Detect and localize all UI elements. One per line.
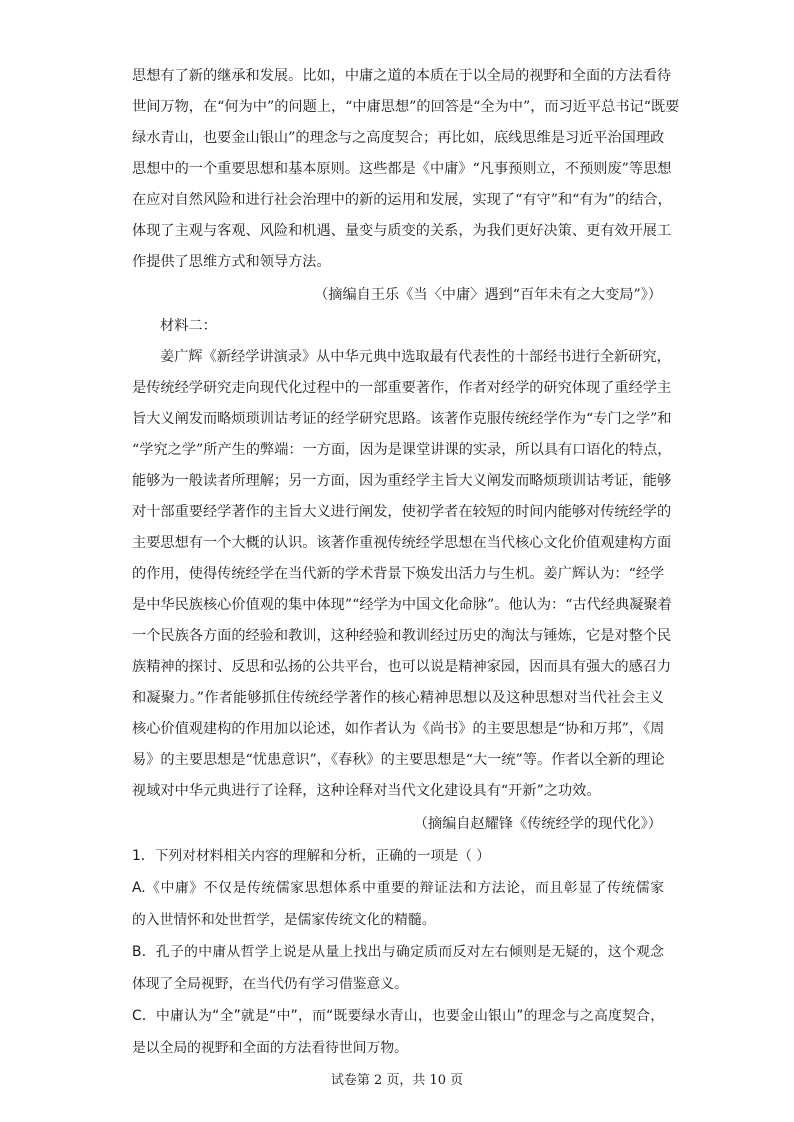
paragraph-line: 旨大义阐发而略烦琐训诂考证的经学研究思路。该著作克服传统经学作为“专门之学”和: [132, 411, 672, 427]
paragraph-line: 对十部重要经学著作的主旨大义进行阐发，使初学者在较短的时间内能够对传统经学的: [132, 504, 672, 520]
paragraph-line: 能够为一般读者所理解；另一方面，因为重经学主旨大义阐发而略烦琐训诂考证，能够: [132, 473, 672, 489]
page-footer: 试卷第 2 页，共 10 页: [330, 1073, 464, 1088]
question-stem: 1．下列对材料相关内容的理解和分析，正确的一项是（ ）: [132, 848, 491, 864]
paragraph-line: 一个民族各方面的经验和教训，这种经验和教训经过历史的淘汰与锤炼，它是对整个民: [132, 628, 672, 644]
option-b-line: B．孔子的中庸从哲学上说是从量上找出与确定质而反对左右倾则是无疑的，这个观念: [132, 944, 664, 960]
paragraph-line: 体现了主观与客观、风险和机遇、量变与质变的关系，为我们更好决策、更有效开展工: [132, 223, 672, 239]
paragraph-line: 世间万物，在“何为中”的问题上，“中庸思想”的回答是“全为中”，而习近平总书记“既要: [132, 99, 680, 115]
paragraph-line: 绿水青山，也要金山银山”的理念与之高度契合；再比如，底线思维是习近平治国理政: [132, 130, 665, 146]
option-a-line: A.《中庸》不仅是传统儒家思想体系中重要的辩证法和方法论，而且彰显了传统儒家: [132, 880, 664, 896]
option-c-line: 是以全局的视野和全面的方法看待世间万物。: [132, 1040, 408, 1056]
paragraph-line: 的作用，使得传统经学在当代新的学术背景下焕发出活力与生机。姜广辉认为：“经学: [132, 566, 665, 582]
option-c-line: C．中庸认为“全”就是“中”，而“既要绿水青山，也要金山银山”的理念与之高度契合，: [132, 1008, 664, 1024]
paragraph-line: 和凝聚力。”作者能够抓住传统经学著作的核心精神思想以及这种思想对当代社会主义: [132, 690, 664, 706]
paragraph-line: 核心价值观建构的作用加以论述，如作者认为《尚书》的主要思想是“协和万邦”，《周: [132, 721, 665, 737]
source-citation-two: （摘编自赵耀锋《传统经学的现代化》）: [413, 816, 662, 832]
paragraph-line: 主要思想有一个大概的认识。该著作重视传统经学思想在当代核心文化价值观建构方面: [132, 535, 672, 551]
paragraph-line: 易》的主要思想是“忧患意识”，《春秋》的主要思想是“大一统”等。作者以全新的理论: [132, 752, 665, 768]
option-b-line: 体现了全局视野，在当代仍有学习借鉴意义。: [132, 976, 408, 992]
paragraph-line: 是传统经学研究走向现代化过程中的一部重要著作，作者对经学的研究体现了重经学主: [132, 380, 672, 396]
option-a-line: 的入世情怀和处世哲学，是儒家传统文化的精髓。: [132, 912, 436, 928]
paragraph-line: 视域对中华元典进行了诠释，这种诠释对当代文化建设具有“开新”之功效。: [132, 783, 601, 799]
paragraph-line: 作提供了思维方式和领导方法。: [132, 254, 331, 270]
paragraph-line: 思想有了新的继承和发展。比如，中庸之道的本质在于以全局的视野和全面的方法看待: [132, 68, 672, 84]
source-citation-one: （摘编自王乐《当〈中庸〉遇到“百年未有之大变局”》）: [314, 287, 662, 303]
material-two-heading: 材料二：: [160, 318, 217, 334]
paragraph-line: “学究之学”所产生的弊端：一方面，因为是课堂讲课的实录，所以具有口语化的特点，: [132, 442, 672, 458]
paragraph-line: 在应对自然风险和进行社会治理中的新的运用和发展，实现了“有守”和“有为”的结合，: [132, 192, 672, 208]
paragraph-line: 族精神的探讨、反思和弘扬的公共平台，也可以说是精神家园，因而具有强大的感召力: [132, 659, 672, 675]
paragraph-line: 是中华民族核心价值观的集中体现”“经学为中国文化命脉”。他认为：“古代经典凝聚着: [132, 597, 672, 613]
paragraph-line: 思想中的一个重要思想和基本原则。这些都是《中庸》“凡事预则立，不预则废”等思想: [132, 161, 672, 177]
paragraph-line: 姜广辉《新经学讲演录》从中华元典中选取最有代表性的十部经书进行全新研究，: [160, 349, 671, 365]
